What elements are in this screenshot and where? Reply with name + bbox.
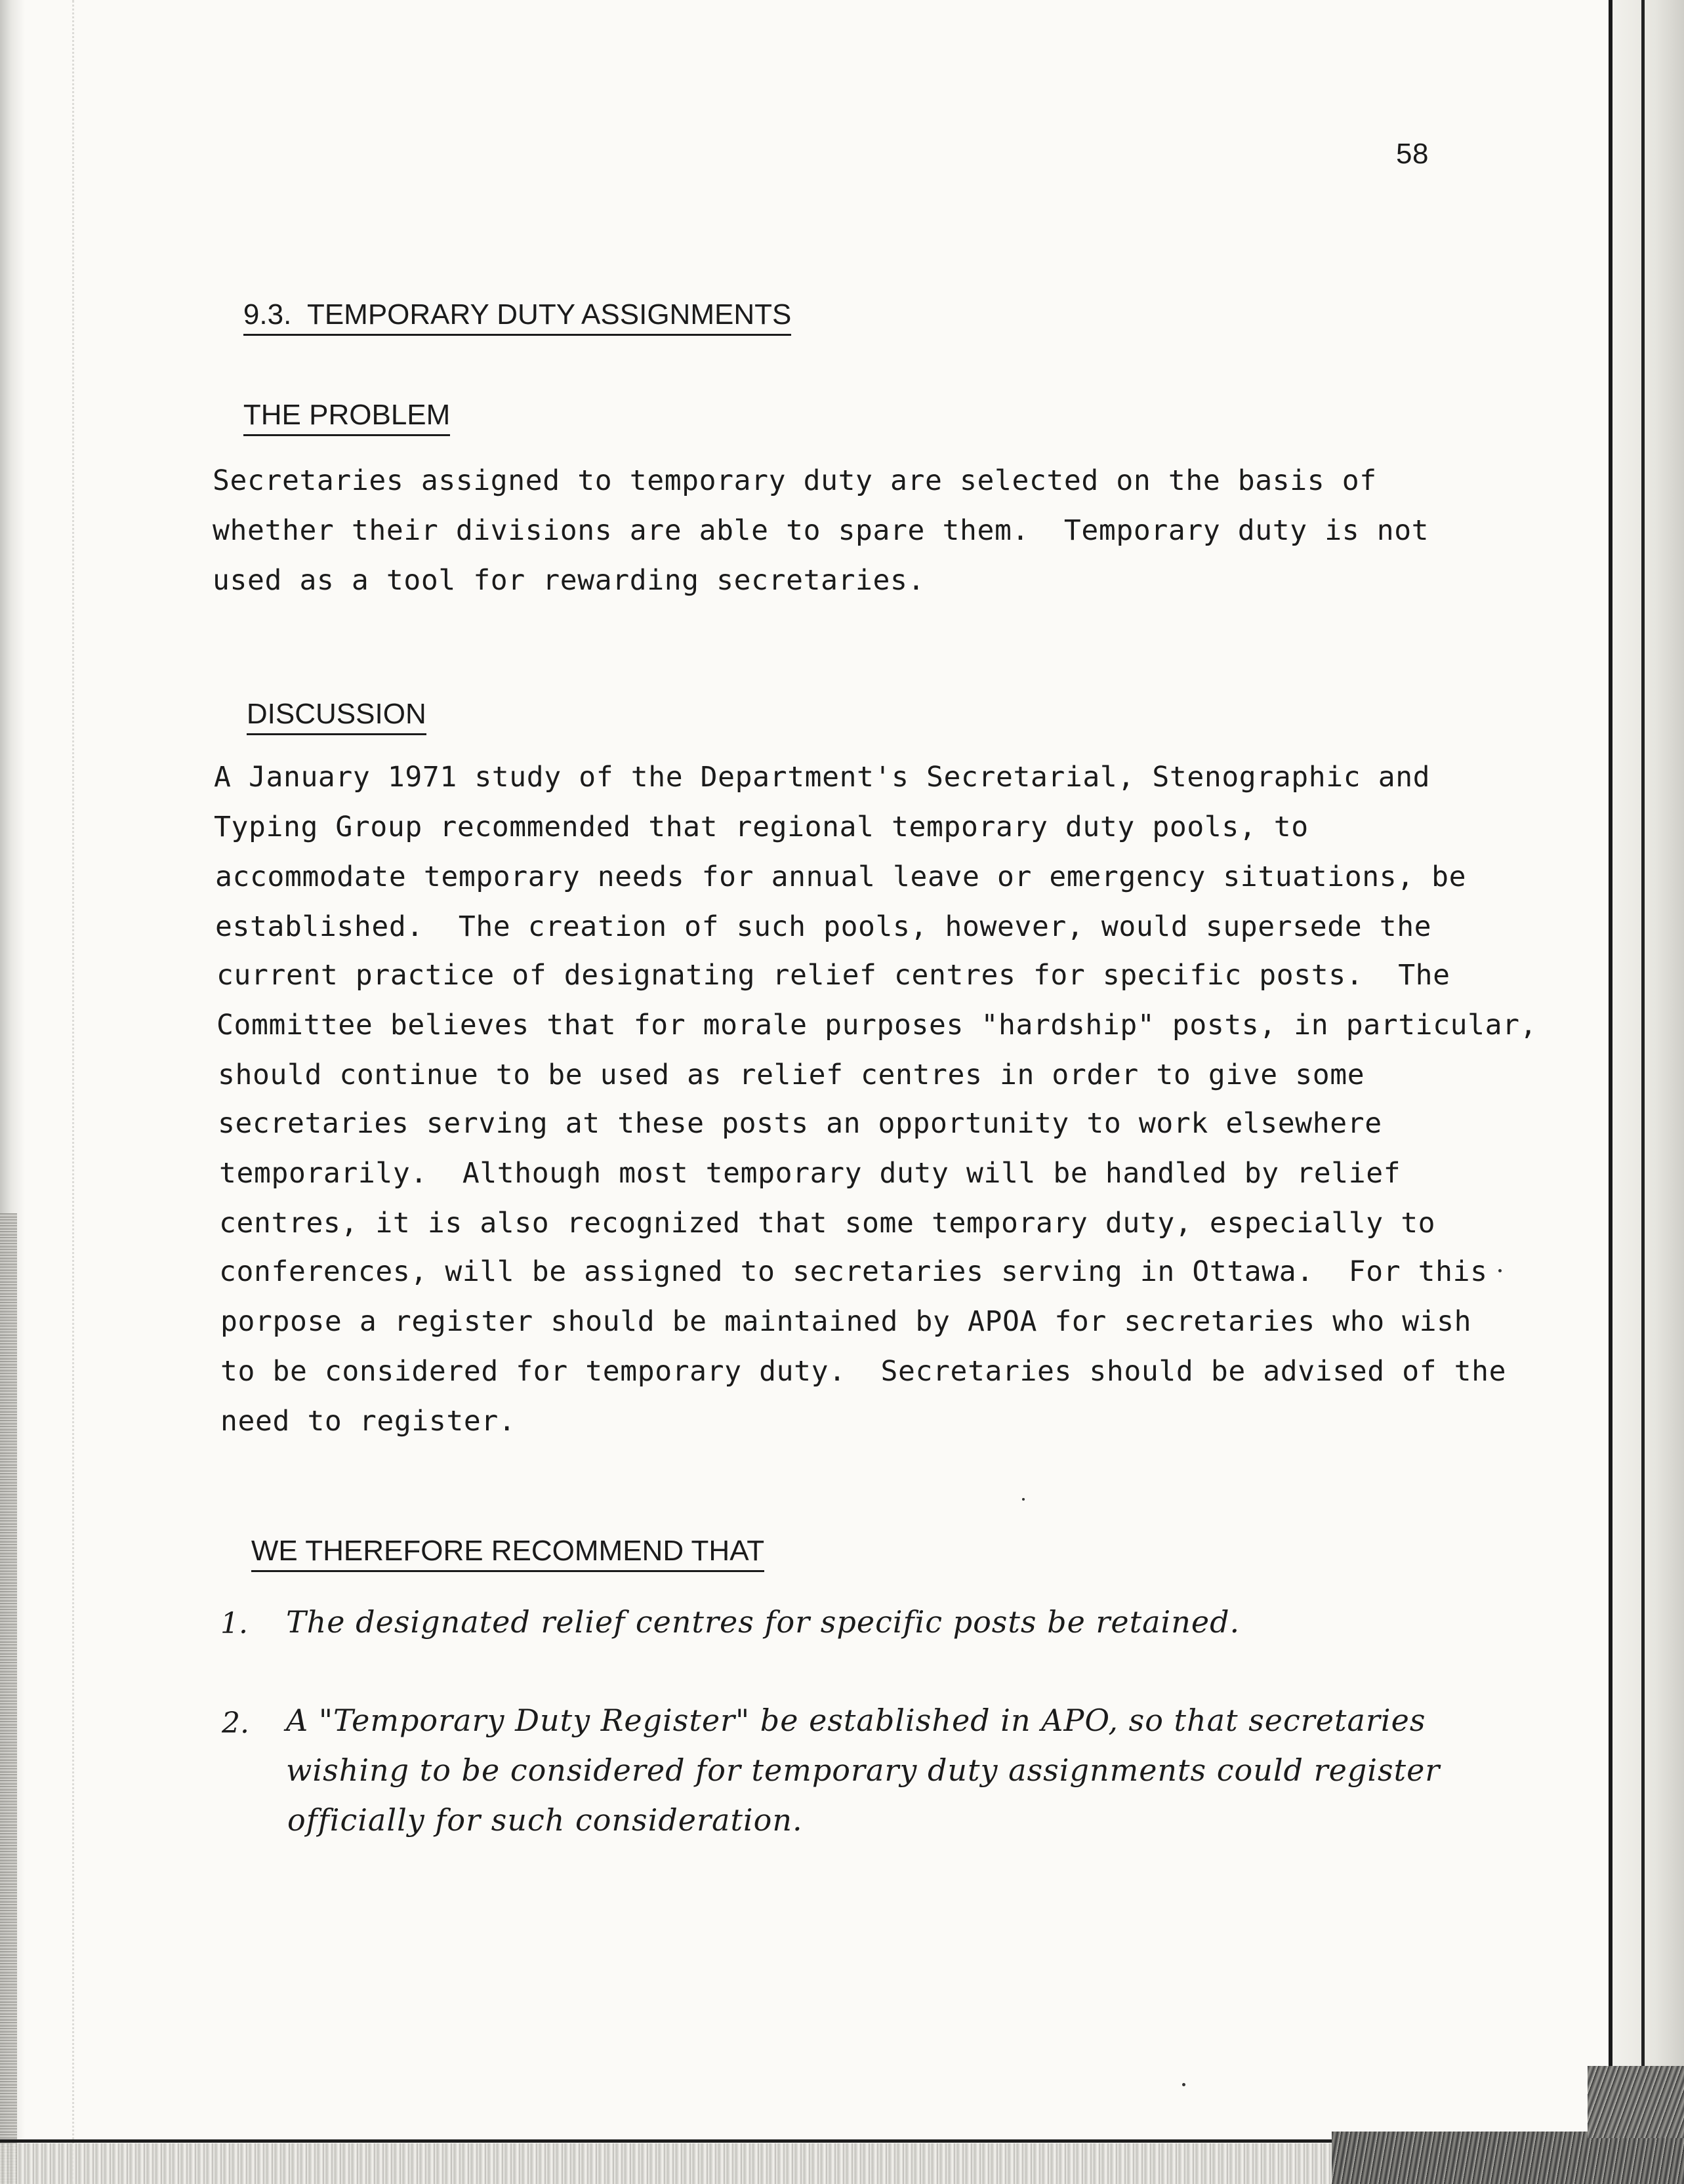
recommendation-number: 1. bbox=[220, 1607, 248, 1640]
scan-right-frame-line bbox=[1609, 0, 1612, 2184]
section-heading bbox=[211, 266, 791, 369]
recommendation-line: The designated relief centres for specific posts be retained. bbox=[286, 1604, 1241, 1640]
recommendation-line: A "Temporary Duty Register" be established in APO, so that secretaries bbox=[286, 1703, 1426, 1738]
discussion-line: need to register. bbox=[220, 1405, 516, 1438]
discussion-line: temporarily. Although most temporary duty will be handled by relief bbox=[219, 1157, 1401, 1190]
discussion-line: to be considered for temporary duty. Secretaries should be advised of the bbox=[220, 1355, 1507, 1388]
recommendation-number: 2. bbox=[222, 1707, 249, 1740]
section-heading-text: 9.3. TEMPORARY DUTY ASSIGNMENTS bbox=[243, 298, 791, 336]
discussion-line: Typing Group recommended that regional temporary duty pools, to bbox=[214, 811, 1309, 843]
recommendation-line: wishing to be considered for temporary duty assignments could register bbox=[286, 1752, 1441, 1788]
scan-speck bbox=[1022, 1498, 1025, 1501]
discussion-line: A January 1971 study of the Department's Secretarial, Stenographic and bbox=[214, 761, 1431, 794]
scan-right-inner-line bbox=[1641, 0, 1645, 2112]
discussion-heading bbox=[215, 665, 426, 768]
recommendation-line: officially for such consideration. bbox=[287, 1802, 803, 1838]
scan-dotted-margin bbox=[72, 0, 74, 2184]
discussion-line: accommodate temporary needs for annual leave or emergency situations, be bbox=[215, 860, 1467, 893]
discussion-line: secretaries serving at these posts an opportunity to work elsewhere bbox=[218, 1107, 1382, 1140]
discussion-line: Committee believes that for morale purposes "hardship" posts, in particular, bbox=[216, 1009, 1538, 1041]
discussion-line: porpose a register should be maintained by APOA for secretaries who wish bbox=[220, 1305, 1472, 1338]
discussion-line: centres, it is also recognized that some temporary duty, especially to bbox=[219, 1207, 1436, 1240]
problem-line: used as a tool for rewarding secretaries. bbox=[213, 564, 926, 597]
discussion-line: current practice of designating relief centres for specific posts. The bbox=[216, 959, 1450, 992]
problem-line: whether their divisions are able to spare them. Temporary duty is not bbox=[213, 514, 1429, 547]
scan-corner-shadow-upper bbox=[1588, 2066, 1684, 2138]
scan-speck bbox=[1182, 2083, 1185, 2086]
discussion-line: established. The creation of such pools, however, would supersede the bbox=[215, 910, 1432, 943]
discussion-heading-text: DISCUSSION bbox=[247, 698, 426, 735]
problem-heading-text: THE PROBLEM bbox=[243, 399, 450, 436]
scan-right-shade bbox=[1612, 0, 1684, 2184]
discussion-line: should continue to be used as relief centres in order to give some bbox=[218, 1059, 1365, 1091]
scan-speck bbox=[1498, 1269, 1502, 1272]
recommend-heading-text: WE THEREFORE RECOMMEND THAT bbox=[251, 1535, 764, 1572]
problem-heading bbox=[211, 366, 450, 469]
problem-line: Secretaries assigned to temporary duty are selected on the basis of bbox=[213, 464, 1377, 497]
scan-left-edge-texture bbox=[0, 1213, 17, 2184]
scan-corner-shadow bbox=[1332, 2132, 1684, 2184]
page-number: 58 bbox=[1396, 138, 1429, 170]
recommend-heading bbox=[219, 1502, 764, 1605]
discussion-line: conferences, will be assigned to secretaries serving in Ottawa. For this bbox=[219, 1255, 1488, 1288]
